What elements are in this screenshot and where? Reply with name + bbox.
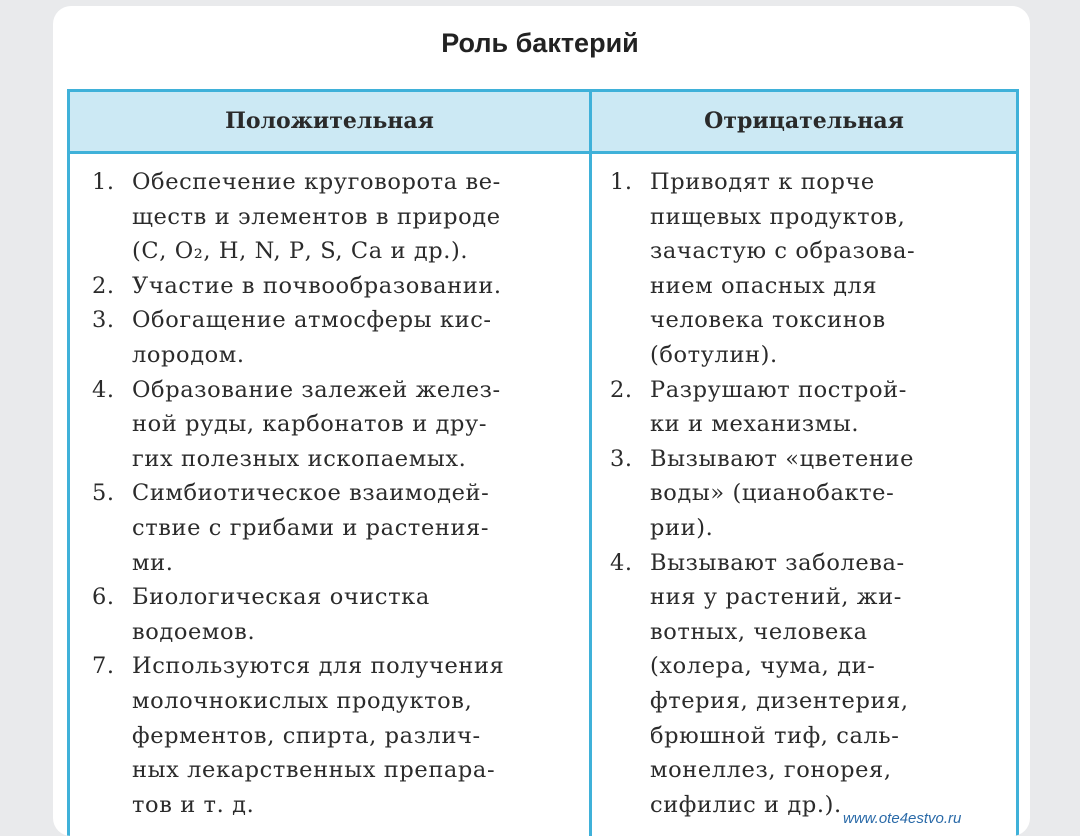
- bacteria-role-table: [67, 89, 1019, 836]
- column-divider: [589, 92, 592, 836]
- item-text-line: вотных, человека: [650, 618, 868, 645]
- item-text-line: Используются для получения: [132, 653, 505, 680]
- item-text-line: нием опасных для: [650, 272, 878, 299]
- item-text-line: ферментов, спирта, различ-: [132, 722, 481, 749]
- positive-column: [92, 165, 587, 822]
- header-negative: Отрицательная: [704, 108, 904, 134]
- positive-item: [92, 476, 587, 580]
- item-number: 1.: [610, 169, 633, 195]
- positive-item: [92, 269, 587, 304]
- item-text-line: ных лекарственных препара-: [132, 757, 496, 784]
- item-text-line: Симбиотическое взаимодей-: [132, 480, 490, 507]
- item-text-line: Биологическая очистка: [132, 584, 430, 611]
- page-title: Роль бактерий: [441, 28, 639, 58]
- positive-item: [92, 373, 587, 477]
- item-text-line: брюшной тиф, саль-: [650, 722, 900, 749]
- content-card: [53, 6, 1030, 836]
- negative-item: [610, 442, 1010, 546]
- item-text-line: ществ и элементов в природе: [132, 203, 501, 230]
- item-number: 7.: [92, 653, 115, 680]
- item-number: 3.: [610, 445, 633, 472]
- positive-item: [92, 303, 587, 372]
- item-number: 3.: [92, 307, 115, 334]
- item-text-line: (холера, чума, ди-: [650, 653, 876, 680]
- item-text-line: пищевых продуктов,: [650, 203, 906, 230]
- item-text-line: ствие с грибами и растения-: [132, 514, 490, 541]
- positive-item: [92, 580, 587, 649]
- item-number: 2.: [610, 376, 633, 403]
- item-text-line: рии).: [650, 514, 714, 541]
- item-text-line: ми.: [132, 549, 174, 576]
- item-text-line: Приводят к порче: [650, 169, 875, 195]
- negative-item: [610, 373, 1010, 442]
- item-text-line: Вызывают «цветение: [650, 445, 914, 472]
- item-number: 1.: [92, 169, 115, 195]
- item-text-line: тов и т. д.: [132, 791, 255, 818]
- header-positive: Положительная: [225, 108, 434, 134]
- item-text-line: лородом.: [132, 341, 245, 368]
- item-text-line: Вызывают заболева-: [650, 549, 905, 576]
- negative-column: [610, 165, 1010, 822]
- positive-item: [92, 165, 587, 269]
- table-header-row: [70, 92, 1016, 154]
- item-text-line: молочнокислых продуктов,: [132, 687, 473, 714]
- item-text-line: гих полезных ископаемых.: [132, 445, 467, 472]
- item-text-line: ки и механизмы.: [650, 411, 860, 438]
- item-text-line: Разрушают построй-: [650, 376, 907, 403]
- item-text-line: зачастую с образова-: [650, 238, 916, 265]
- item-number: 4.: [92, 376, 115, 403]
- item-text-line: воды» (цианобакте-: [650, 480, 895, 507]
- item-text-line: Обеспечение круговорота ве-: [132, 169, 501, 195]
- item-text-line: Участие в почвообразовании.: [132, 272, 502, 299]
- item-number: 6.: [92, 584, 115, 611]
- positive-item: [92, 649, 587, 822]
- item-number: 4.: [610, 549, 633, 576]
- item-text-line: (ботулин).: [650, 341, 778, 368]
- item-text-line: сифилис и др.).: [650, 791, 842, 818]
- item-text-line: (С, О₂, Н, N, Р, S, Са и др.).: [132, 238, 469, 265]
- item-number: 5.: [92, 480, 115, 507]
- item-number: 2.: [92, 272, 115, 299]
- watermark: www.ote4estvo.ru: [843, 810, 962, 827]
- item-text-line: Образование залежей желез-: [132, 376, 501, 403]
- negative-item: [610, 165, 1010, 373]
- negative-item: [610, 546, 1010, 823]
- item-text-line: человека токсинов: [650, 307, 886, 334]
- item-text-line: монеллез, гонорея,: [650, 757, 892, 784]
- item-text-line: водоемов.: [132, 618, 256, 645]
- item-text-line: Обогащение атмосферы кис-: [132, 307, 492, 334]
- item-text-line: фтерия, дизентерия,: [650, 687, 909, 714]
- item-text-line: ния у растений, жи-: [650, 584, 902, 611]
- item-text-line: ной руды, карбонатов и дру-: [132, 411, 488, 438]
